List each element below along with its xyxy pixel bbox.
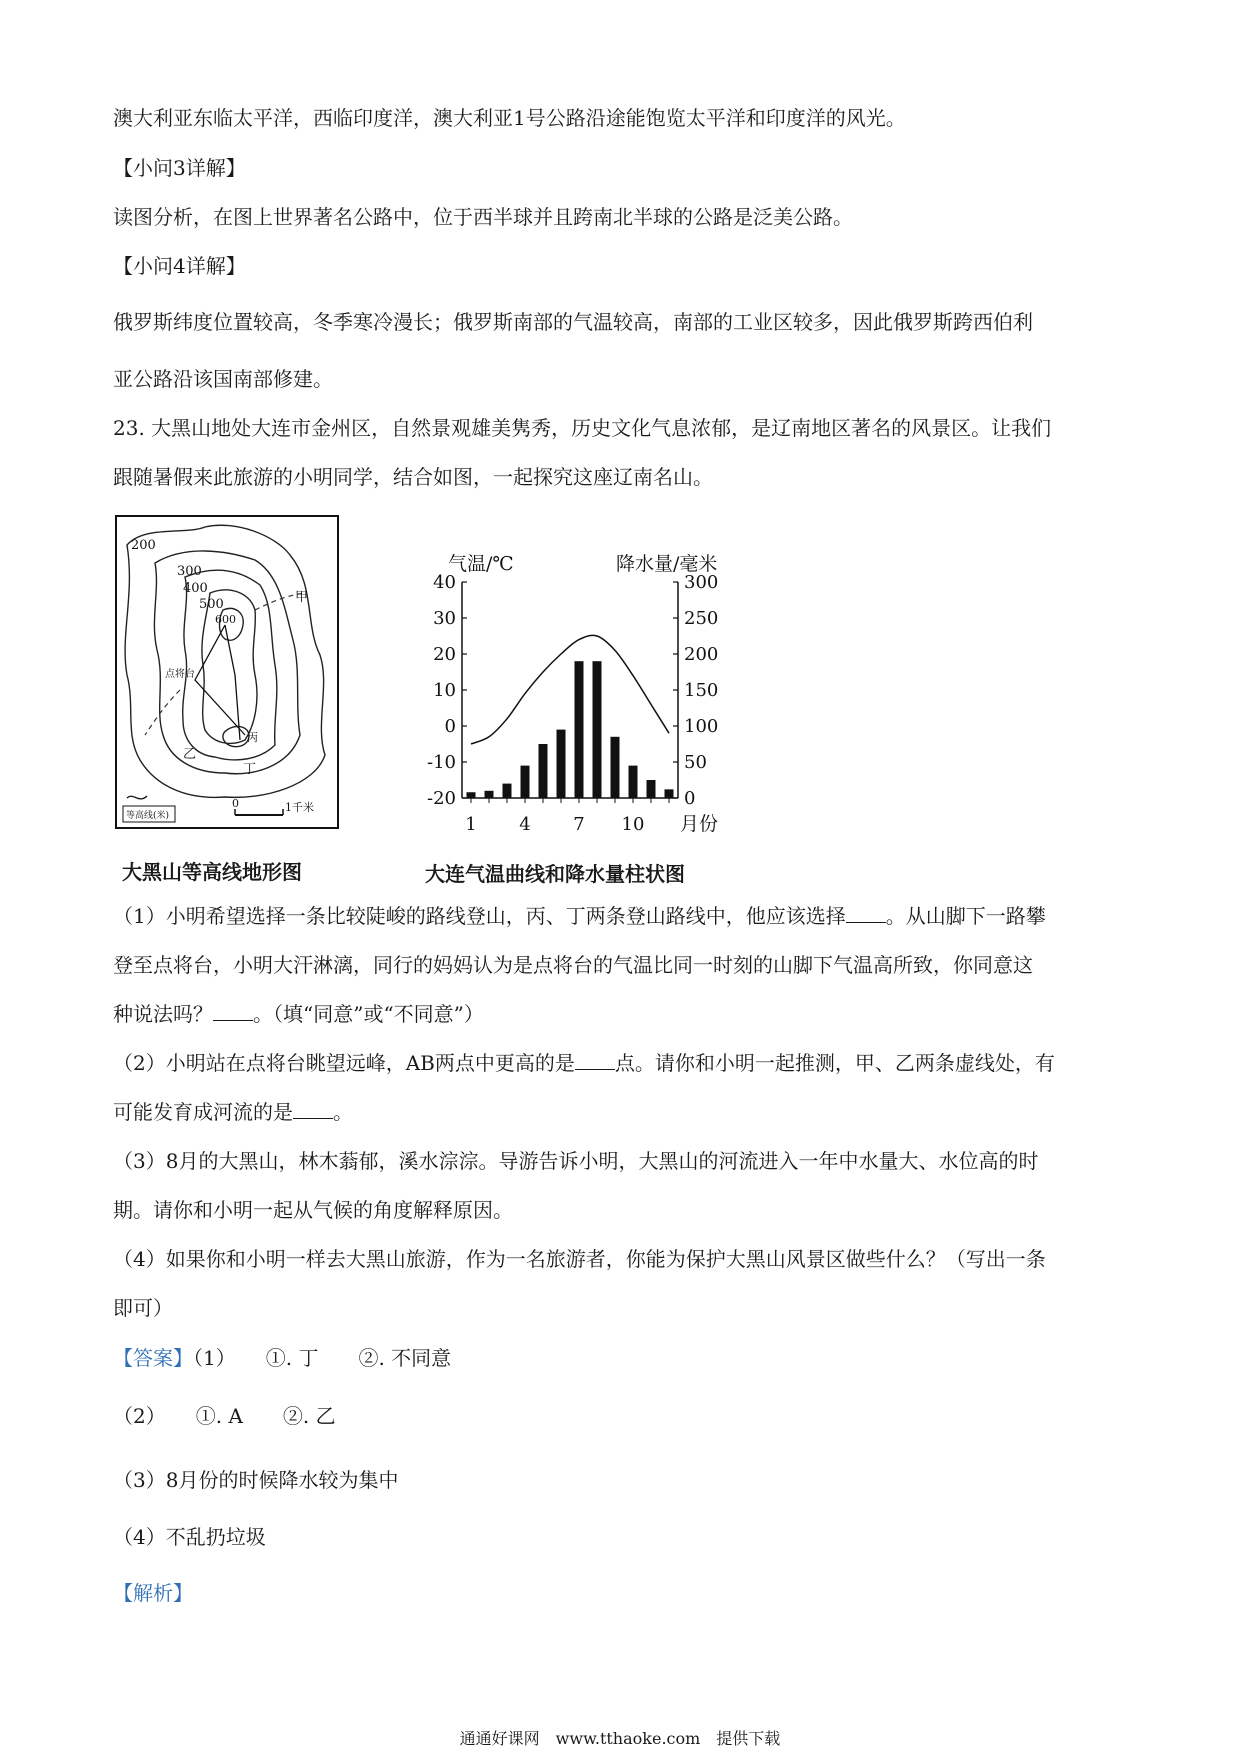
precip-bar-11 (647, 780, 656, 798)
map-label-400: 400 (183, 581, 208, 596)
right-tick-label: 200 (684, 644, 719, 665)
right-tick-label: 50 (684, 752, 707, 773)
route-ding (225, 625, 240, 740)
left-tick-label: 40 (433, 572, 456, 593)
answer-2: （2） ①. A ②. 乙 (113, 1404, 336, 1428)
precip-bar-2 (485, 791, 494, 798)
blank-1 (846, 906, 886, 923)
contour-300 (154, 551, 300, 774)
answer-3: （3）8月份的时候降水较为集中 (113, 1468, 399, 1492)
analysis-label: 【解析】 (113, 1581, 193, 1605)
precip-bar-5 (539, 744, 548, 798)
map-label-bing: 丙 (247, 731, 258, 744)
map-label-yi: 乙 (183, 747, 197, 762)
map-label-200: 200 (131, 538, 156, 553)
heading-q4: 【小问4详解】 (113, 254, 246, 278)
map-label-300: 300 (177, 564, 202, 579)
left-tick-label: 30 (433, 608, 456, 629)
map-label-ding: 丁 (243, 762, 257, 777)
precip-bar-9 (611, 737, 620, 798)
map-label-500: 500 (199, 597, 224, 612)
left-tick-label: 20 (433, 644, 456, 665)
subquestion-2-line2: 可能发育成河流的是 。 (113, 1100, 353, 1124)
left-tick-label: 0 (444, 716, 456, 737)
precip-bar-3 (503, 784, 512, 798)
blank-2 (213, 1004, 253, 1021)
right-tick-label: 250 (684, 608, 719, 629)
answer-1: 【答案】（1） ①. 丁 ②. 不同意 (113, 1346, 452, 1370)
question-23-line2: 跟随暑假来此旅游的小明同学，结合如图，一起探究这座辽南名山。 (113, 465, 713, 489)
precip-bar-12 (665, 789, 674, 798)
right-tick-label: 100 (684, 716, 719, 737)
legend-contour-symbol (127, 796, 147, 799)
answer-4: （4）不乱扔垃圾 (113, 1525, 266, 1549)
blank-3 (575, 1053, 615, 1070)
chart-xlabel: 月份 (680, 813, 719, 835)
precip-bar-4 (521, 766, 530, 798)
climate-chart (420, 540, 740, 840)
chart-ylabel-right: 降水量/毫米 (616, 553, 718, 575)
x-tick-label: 1 (465, 814, 477, 835)
subquestion-1-line1: （1）小明希望选择一条比较陡峻的路线登山，丙、丁两条登山路线中，他应该选择 。从山脚下一路攀 (113, 904, 1046, 928)
left-tick-label: 10 (433, 680, 456, 701)
chart-caption: 大连气温曲线和降水量柱状图 (425, 862, 685, 886)
paragraph-russia-2: 亚公路沿该国南部修建。 (113, 367, 333, 391)
subquestion-3-line2: 期。请你和小明一起从气候的角度解释原因。 (113, 1198, 513, 1222)
subquestion-1-line3: 种说法吗？ 。（填“同意”或“不同意”） (113, 1002, 484, 1026)
precip-bar-7 (575, 661, 584, 798)
chart-ylabel-left: 气温/℃ (448, 553, 514, 575)
map-scale (232, 797, 314, 815)
right-tick-label: 150 (684, 680, 719, 701)
answer-label: 【答案】 (113, 1346, 193, 1370)
map-label-600: 600 (215, 613, 236, 626)
contour-map (115, 515, 340, 830)
precip-bar-10 (629, 766, 638, 798)
subquestion-3-line1: （3）8月的大黑山，林木蓊郁，溪水淙淙。导游告诉小明，大黑山的河流进入一年中水量大、水位高的时 (113, 1149, 1039, 1173)
page-footer: 通通好课网 www.tthaoke.com 提供下载 (459, 1729, 781, 1748)
right-tick-label: 0 (684, 788, 696, 809)
question-23-line1: 23. 大黑山地处大连市金州区，自然景观雄美隽秀，历史文化气息浓郁，是辽南地区著名的风景区。让我们 (113, 416, 1052, 440)
subquestion-2-line1: （2）小明站在点将台眺望远峰，AB两点中更高的是 点。请你和小明一起推测，甲、乙两条虚线处，有 (113, 1051, 1055, 1075)
temperature-curve (471, 635, 669, 744)
map-legend (123, 796, 175, 822)
precip-bar-6 (557, 730, 566, 798)
precip-bar-8 (593, 661, 602, 798)
x-tick-label: 7 (573, 814, 585, 835)
legend-label: 等高线(米) (126, 811, 170, 821)
map-caption: 大黑山等高线地形图 (122, 860, 302, 884)
subquestion-4-line2: 即可） (113, 1296, 173, 1320)
contour-400 (183, 570, 277, 760)
right-tick-label: 300 (684, 572, 719, 593)
scale-zero: 0 (232, 797, 239, 810)
paragraph-australia: 澳大利亚东临太平洋，西临印度洋，澳大利亚1号公路沿途能饱览太平洋和印度洋的风光。 (113, 106, 906, 130)
left-tick-label: -10 (427, 752, 456, 773)
map-label-jia: 甲 (295, 590, 309, 605)
left-tick-label: -20 (427, 788, 456, 809)
map-label-dianjiangtai: 点将台 (165, 669, 195, 680)
map-frame (116, 516, 338, 828)
x-tick-label: 10 (621, 814, 645, 835)
paragraph-panamerican: 读图分析，在图上世界著名公路中，位于西半球并且跨南北半球的公路是泛美公路。 (113, 205, 853, 229)
x-tick-label: 4 (519, 814, 531, 835)
subquestion-1-line2: 登至点将台，小明大汗淋漓，同行的妈妈认为是点将台的气温比同一时刻的山脚下气温高所致，你同意这 (113, 953, 1033, 977)
precip-bar-1 (467, 792, 476, 798)
blank-4 (293, 1102, 333, 1119)
dashed-line-yi (145, 690, 180, 735)
subquestion-4-line1: （4）如果你和小明一样去大黑山旅游，作为一名旅游者，你能为保护大黑山风景区做些什么？（写出一条 (113, 1247, 1046, 1271)
scale-label: 1千米 (285, 801, 314, 814)
paragraph-russia-1: 俄罗斯纬度位置较高，冬季寒冷漫长；俄罗斯南部的气温较高，南部的工业区较多，因此俄罗斯跨西伯利 (113, 310, 1033, 334)
heading-q3: 【小问3详解】 (113, 156, 246, 180)
